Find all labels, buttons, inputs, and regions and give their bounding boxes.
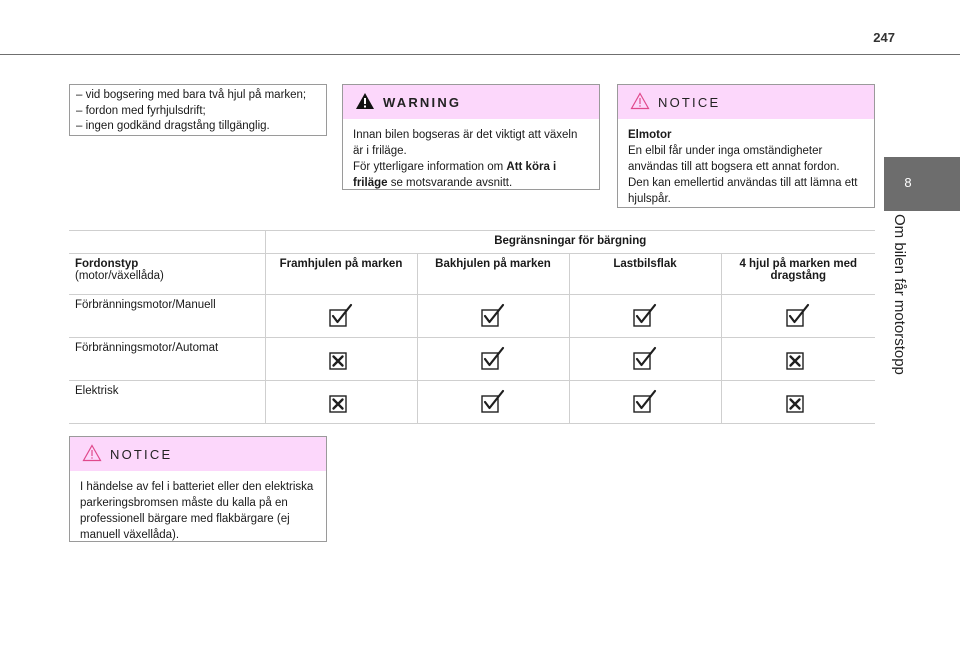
notice-line: hjulspår. [628, 193, 671, 205]
cross-icon [785, 346, 811, 372]
cross-icon [328, 389, 354, 415]
table-row [69, 381, 875, 424]
check-icon [632, 346, 658, 372]
warning-text: se motsvarande avsnitt. [387, 177, 513, 189]
warning-header [343, 85, 599, 119]
list-item: – ingen godkänd dragstång tillgänglig. [76, 120, 270, 132]
check-icon [480, 346, 506, 372]
table-header-row [69, 254, 875, 295]
check-icon [632, 389, 658, 415]
table-type-header [69, 254, 265, 295]
row-label: Förbränningsmotor/Automat [69, 338, 265, 381]
notice-header [618, 85, 874, 119]
table-row [69, 295, 875, 338]
table-row [69, 338, 875, 381]
cross-icon [328, 346, 354, 372]
notice-body [70, 471, 326, 549]
notice-line: användas till att bogsera ett annat fordon. [628, 161, 840, 173]
status-cell [265, 338, 417, 381]
row-label: Elektrisk [69, 381, 265, 424]
type-header-title: Fordonstyp [75, 258, 139, 270]
status-cell [417, 381, 569, 424]
table-corner [69, 231, 265, 254]
notice-title: Elmotor [628, 129, 672, 141]
notice-line: Den kan emellertid användas till att lämna ett [628, 177, 858, 189]
chapter-tab[interactable] [884, 157, 960, 211]
chapter-title [884, 214, 908, 394]
warning-line: Innan bilen bogseras är det viktigt att växeln [353, 129, 578, 141]
warning-line [353, 175, 589, 191]
status-cell [569, 295, 721, 338]
warning-link-text: friläge [353, 177, 388, 189]
notice-line: manuell växellåda). [80, 529, 180, 541]
notice-label: NOTICE [658, 95, 721, 110]
column-header: 4 hjul på marken med dragstång [721, 254, 875, 295]
status-cell [265, 295, 417, 338]
check-icon [632, 303, 658, 329]
notice-line: professionell bärgare med flakbärgare (ej [80, 513, 290, 525]
status-cell [721, 295, 875, 338]
notice-line: En elbil får under inga omständigheter [628, 145, 823, 157]
warning-box [342, 84, 600, 190]
notice-triangle-icon [630, 92, 650, 110]
warning-triangle-icon [355, 92, 375, 110]
notice-box-electric [617, 84, 875, 208]
notice-label: NOTICE [110, 447, 173, 462]
table-group-row [69, 231, 875, 254]
status-cell [569, 338, 721, 381]
row-label: Förbränningsmotor/Manuell [69, 295, 265, 338]
notice-line: I händelse av fel i batteriet eller den elektriska [80, 481, 314, 493]
status-cell [721, 381, 875, 424]
top-rule [0, 54, 960, 55]
notice-header [70, 437, 326, 471]
status-cell [417, 338, 569, 381]
column-header: Lastbilsflak [569, 254, 721, 295]
check-icon [480, 303, 506, 329]
column-header: Framhjulen på marken [265, 254, 417, 295]
type-header-subtitle: (motor/växellåda) [75, 270, 164, 282]
warning-label: WARNING [383, 95, 462, 110]
status-cell [721, 338, 875, 381]
notice-line: parkeringsbromsen måste du kalla på en [80, 497, 288, 509]
status-cell [265, 381, 417, 424]
notice-body [618, 119, 874, 213]
list-item: – fordon med fyrhjulsdrift; [76, 104, 206, 117]
check-icon [328, 303, 354, 329]
warning-line [353, 159, 589, 175]
chapter-tab-number: 8 [904, 175, 912, 190]
page-number: 247 [873, 30, 895, 45]
warning-link-text: Att köra i [506, 161, 557, 173]
towing-table [69, 230, 875, 424]
cross-icon [785, 389, 811, 415]
warning-text: För ytterligare information om [353, 161, 507, 173]
notice-box-battery [69, 436, 327, 542]
warning-line: är i friläge. [353, 145, 407, 157]
status-cell [569, 381, 721, 424]
chapter-title-text: Om bilen får motorstopp [891, 214, 908, 375]
notice-triangle-icon [82, 444, 102, 462]
warning-body [343, 119, 599, 197]
table-group-header: Begränsningar för bärgning [265, 231, 875, 254]
bullet-list [69, 84, 327, 136]
column-header: Bakhjulen på marken [417, 254, 569, 295]
check-icon [480, 389, 506, 415]
list-item: – vid bogsering med bara två hjul på marken; [76, 89, 307, 101]
check-icon [785, 303, 811, 329]
status-cell [417, 295, 569, 338]
